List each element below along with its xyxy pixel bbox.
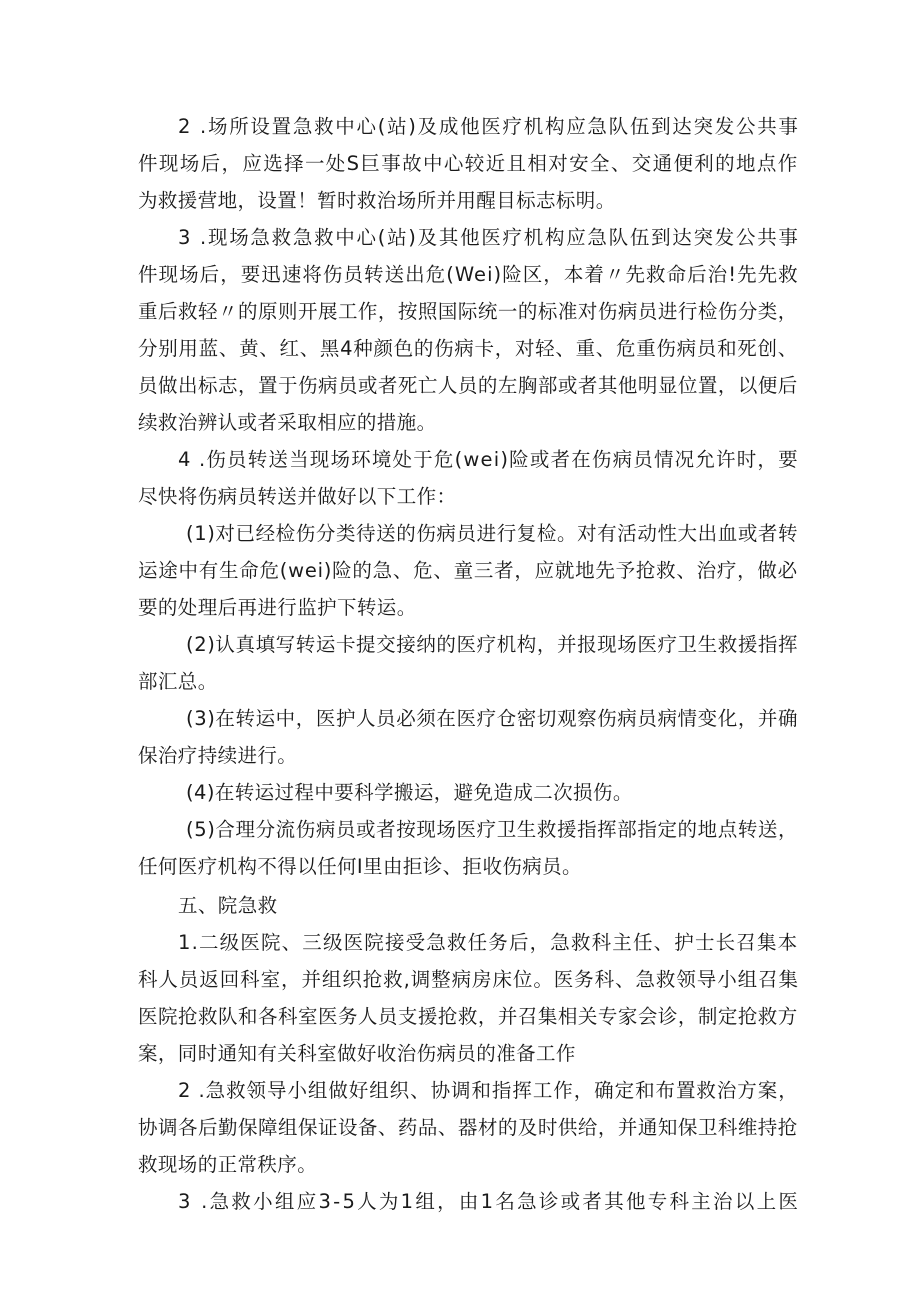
text-line: 重后救轻〃的原则开展工作，按照国际统一的标准对伤病员进行检伤分类， — [138, 300, 798, 323]
text-line: 2 .急救领导小组做好组织、协调和指挥工作，确定和布置救治方案， — [178, 1079, 799, 1102]
text-line: 救现场的正常秩序。 — [138, 1153, 318, 1176]
text-line: 医院抢救队和各科室医务人员支援抢救，并召集相关专家会诊，制定抢救方 — [138, 1005, 798, 1028]
text-line: (2)认真填写转运卡提交接纳的医疗机构，并报现场医疗卫生救援指挥 — [186, 633, 799, 656]
text-line: 1.二级医院、三级医院接受急救任务后，急救科主任、护士长召集本 — [178, 931, 799, 954]
text-line: 保治疗持续进行。 — [138, 744, 298, 767]
text-line: 员做出标志，置于伤病员或者死亡人员的左胸部或者其他明显位置，以便后 — [138, 374, 798, 397]
text-line: 科人员返回科室，并组织抢救,调整病房床位。医务科、急救领导小组召集 — [138, 968, 799, 991]
text-line: (5)合理分流伤病员或者按现场医疗卫生救援指挥部指定的地点转送， — [186, 818, 799, 841]
text-line: 3 .现场急救急救中心(站)及其他医疗机构应急队伍到达突发公共事 — [178, 226, 800, 249]
text-line: 件现场后，应选择一处S巨事故中心较近且相对安全、交通便利的地点作 — [138, 152, 799, 175]
text-line: 尽快将伤病员转送并做好以下工作： — [138, 485, 457, 508]
text-line: 要的处理后再进行监护下转运。 — [138, 596, 417, 619]
text-line: (1)对已经检伤分类待送的伤病员进行复检。对有活动性大出血或者转 — [186, 522, 799, 545]
text-line: 件现场后，要迅速将伤员转送出危(Wei)险区，本着〃先救命后治!先先救 — [138, 263, 799, 286]
text-line: 4 .伤员转送当现场环境处于危(wei)险或者在伤病员情况允许时，要 — [178, 448, 799, 471]
text-line: (4)在转运过程中要科学搬运，避免造成二次损伤。 — [186, 781, 633, 804]
text-line: 运途中有生命危(wei)险的急、危、童三者，应就地先予抢救、治疗，做必 — [138, 559, 798, 582]
text-line: 为救援营地，设置！暂时救治场所并用醒目标志标明。 — [138, 189, 616, 212]
text-line: (3)在转运中，医护人员必须在医疗仓密切观察伤病员病情变化，并确 — [186, 707, 799, 730]
text-line: 3 .急救小组应3-5人为1组，由1名急诊或者其他专科主治以上医 — [178, 1190, 801, 1213]
text-line: 部汇总。 — [138, 670, 218, 693]
text-line: 分别用蓝、黄、红、黑4种颜色的伤病卡，对轻、重、危重伤病员和死创、 — [138, 337, 798, 360]
text-line: 2 .场所设置急救中心(站)及成他医疗机构应急队伍到达突发公共事 — [178, 115, 800, 138]
text-line: 协调各后勤保障组保证设备、药品、器材的及时供给，并通知保卫科维持抢 — [138, 1116, 798, 1139]
section-heading: 五、院急救 — [178, 894, 278, 917]
text-line: 案，同时通知有关科室做好收治伤病员的准备工作 — [138, 1042, 576, 1065]
text-line: 任何医疗机构不得以任何I里由拒诊、拒收伤病员。 — [138, 855, 582, 878]
text-line: 续救治辨认或者采取相应的措施。 — [138, 411, 437, 434]
